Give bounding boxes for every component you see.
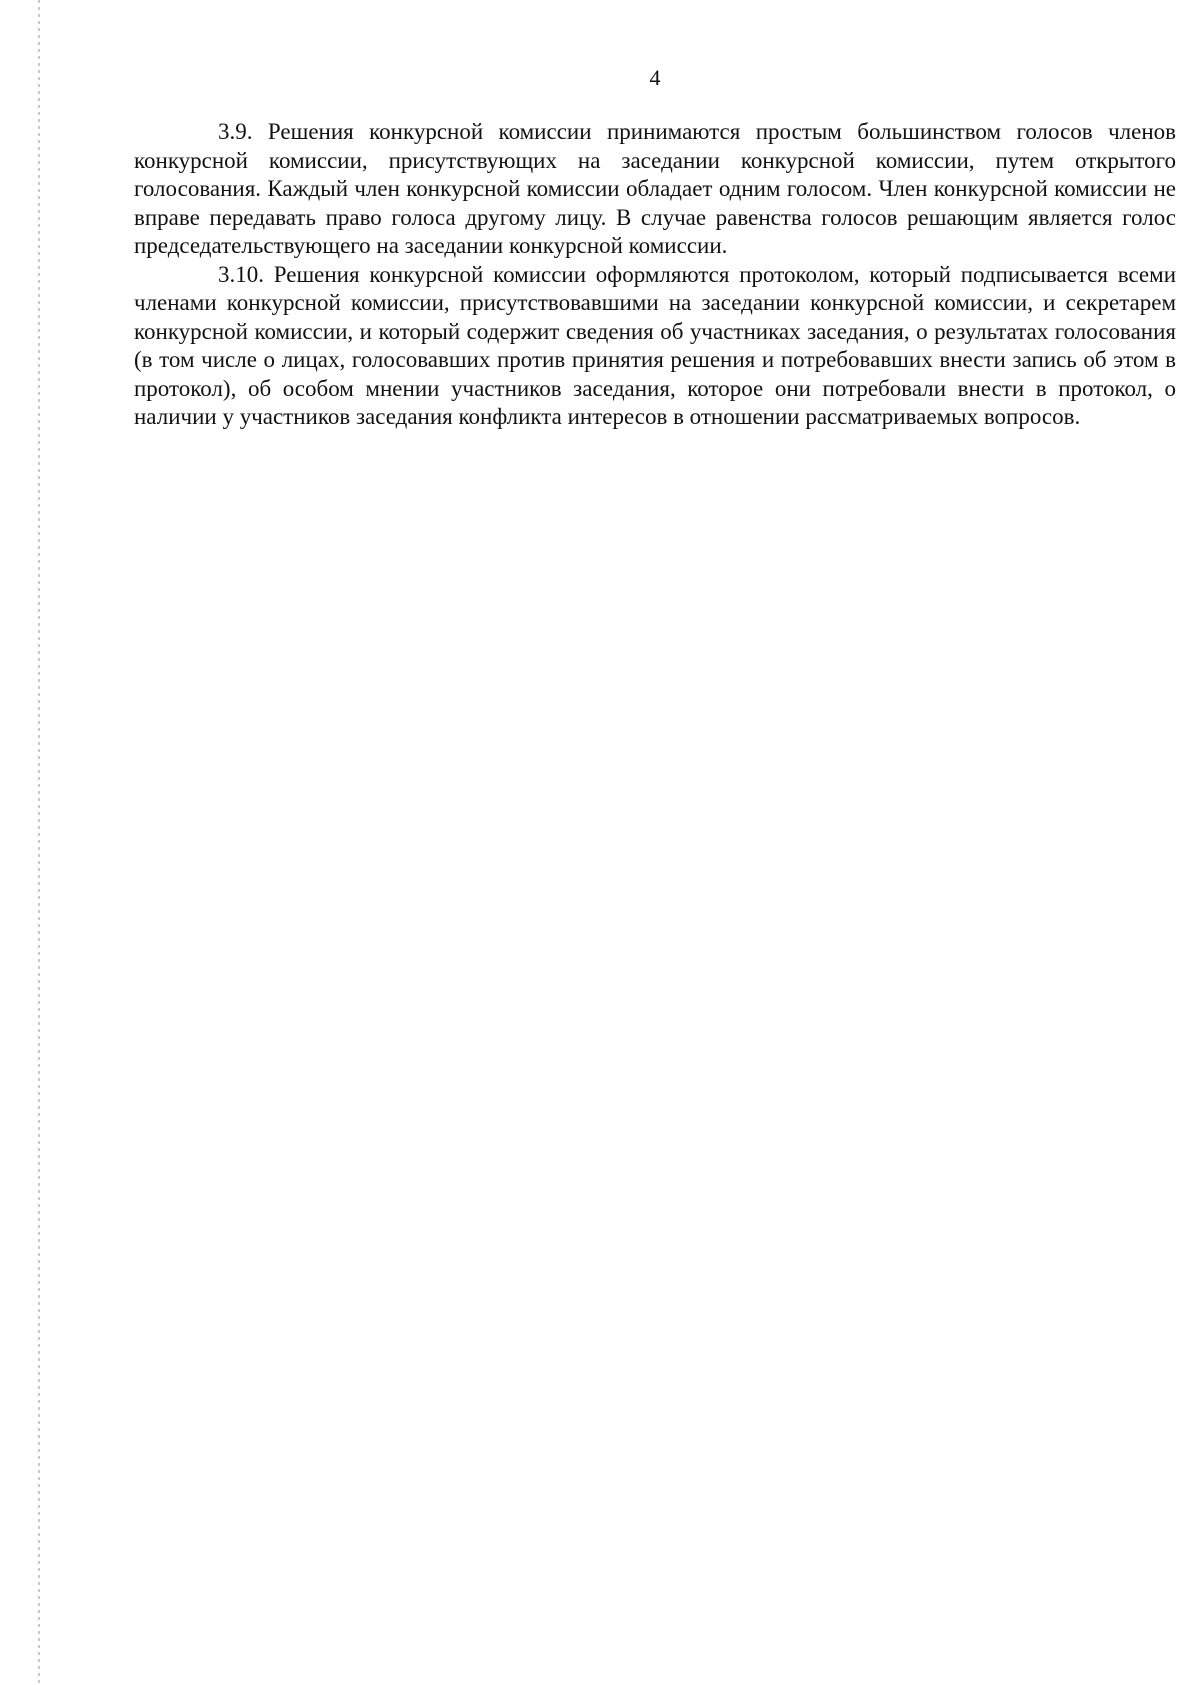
page-number: 4 — [649, 65, 661, 90]
document-body — [134, 118, 1176, 432]
paragraph-3-10: 3.10. Решения конкурсной комиссии оформляются протоколом, который подписывается всеми членами конкурсной комиссии, присутствовавшими на заседании конкурсной комиссии, и секретарем конкурсной комиссии, и который содержит сведения об участниках заседания, о результатах голосования (в том числе о лицах, голосовавших против принятия решения и потребовавших внести запись об этом в протокол), об особом мнении участников заседания, которое они потребовали внести в протокол, о наличии у участников заседания конфликта интересов в отношении рассматриваемых вопросов. — [134, 261, 1176, 429]
paragraph-3-9: 3.9. Решения конкурсной комиссии принимаются простым большинством голосов членов конкурсной комиссии, присутствующих на заседании конкурсной комиссии, путем открытого голосования. Каждый член конкурсной комиссии обладает одним голосом. Член конкурсной комиссии не вправе передавать право голоса другому лицу. В случае равенства голосов решающим является голос председательствующего на заседании конкурсной комиссии. — [134, 119, 1176, 258]
scan-binding-edge — [38, 0, 40, 1685]
